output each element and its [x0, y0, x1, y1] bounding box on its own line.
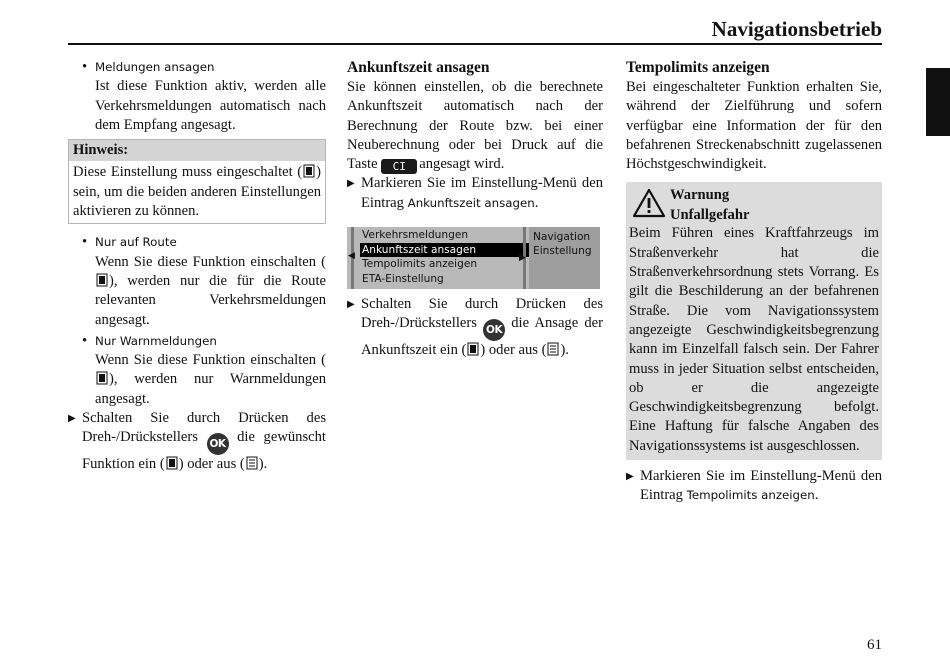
checkbox-checked-icon — [95, 273, 109, 287]
instruction-step: ▶ Markieren Sie im Einstellung-Menü den Eintrag Ankunftszeit ansagen. — [347, 175, 603, 211]
section-heading: Tempolimits anzeigen — [626, 59, 770, 76]
list-item: • Meldungen ansagen — [82, 59, 215, 75]
instruction-step: ▶ Schalten Sie durch Drücken des Dreh-/Drückstellers OK die gewünscht Funktion ein ( ) oder aus ( ). — [68, 410, 326, 473]
hint-text: Diese Einstellung muss eingeschaltet ( ) sein, um die beiden anderen Einstellungen aktivieren zu können. — [73, 164, 321, 220]
option-label: Meldungen ansagen — [95, 60, 215, 74]
arrow-right-icon: ▶ — [347, 299, 355, 311]
option-description: Wenn Sie diese Funktion einschalten ( ), werden nur Warnmeldungen angesagt. — [95, 352, 326, 407]
chapter-tab-marker — [926, 68, 950, 136]
warning-title: Warnung — [670, 187, 730, 204]
page-number: 61 — [867, 637, 882, 653]
instruction-step: ▶ Schalten Sie durch Drücken des Dreh-/Drückstellers OK die Ansage der Ankunftszeit ein ( ) oder aus ( ). — [347, 296, 603, 359]
screen-side-panel: Navigation Einstellung — [529, 227, 600, 289]
menu-item-selected: Ankunftszeit ansagen — [360, 243, 530, 258]
ci-key-icon: CI — [381, 159, 417, 174]
ok-button-icon: OK — [207, 433, 229, 455]
checkbox-unchecked-icon — [546, 342, 560, 356]
instruction-step: ▶ Markieren Sie im Einstellung-Menü den Eintrag Tempolimits anzeigen. — [626, 468, 882, 504]
chapter-title: Navigationsbetrieb — [711, 17, 882, 41]
option-description: Wenn Sie diese Funktion einschalten ( ), werden nur die für die Route relevanten Verkehrsmeldungen angesagt. — [95, 253, 326, 328]
ok-button-icon: OK — [483, 319, 505, 341]
warning-text: Beim Führen eines Kraftfahrzeugs im Straßenverkehr hat die Straßenverkehrsordnung stets Vorrang. Es gilt die Beschilderung an der befahrenen Straße. Die vom Navigationssystem angezeigte Geschwindigkeitsbegrenzung kann im Einzelfall falsch sein. Der Fahrer muss in jeder Situation selbst entscheiden, ob er die angezeigte Geschwindigkeitsbegrenzung befolgt. Eine Haftung für falsche Angaben des Navigationssystems ist ausgeschlossen. — [629, 225, 879, 454]
menu-entry-name: Tempolimits anzeigen — [686, 488, 815, 503]
arrow-right-icon: ▶ — [68, 413, 76, 425]
section-intro: Sie können einstellen, ob die berechnete Ankunftszeit automatisch nach der Berechnung der Route bzw. bei einer Neuberechnung oder bei Druck auf die Taste CI angesagt wird. — [347, 79, 603, 174]
warning-header — [629, 186, 879, 224]
column-middle — [347, 58, 603, 361]
checkbox-checked-icon — [165, 456, 179, 470]
section-intro: Bei eingeschalteter Funktion erhalten Sie, während der Zielführung und sofern verfügbar eine Information der für den befahrenen Streckenabschnitt zugelassenen Höchstgeschwindigkeit. — [626, 79, 882, 173]
section-heading: Ankunftszeit ansagen — [347, 59, 490, 76]
option-description: Ist diese Funktion aktiv, werden alle Verkehrsmeldungen automatisch nach dem Empfang angesagt. — [95, 78, 326, 133]
warning-triangle-icon — [632, 188, 666, 218]
settings-menu — [360, 228, 530, 286]
menu-entry-name: Ankunftszeit ansagen — [407, 195, 535, 210]
checkbox-checked-icon — [95, 371, 109, 385]
menu-item: Verkehrsmeldungen — [362, 229, 469, 242]
hint-title: Hinweis: — [69, 140, 325, 161]
arrow-right-icon: ▶ — [626, 471, 634, 483]
warning-subtitle: Unfallgefahr — [670, 206, 750, 223]
device-screen-image: ◀ Verkehrsmeldungen Ankunftszeit ansagen Tempolimits anzeigen ETA-Einstellung ▶ Navigation Einstellung — [347, 227, 600, 289]
checkbox-unchecked-icon — [245, 456, 259, 470]
option-label: Nur auf Route — [95, 235, 177, 250]
menu-item: ETA-Einstellung — [362, 272, 444, 285]
hint-box — [68, 139, 326, 224]
list-item: • Nur Warnmeldungen — [82, 332, 217, 349]
header-rule — [68, 43, 882, 45]
warning-box — [626, 182, 882, 460]
list-item: • Nur auf Route — [82, 234, 177, 251]
menu-item: Tempolimits anzeigen — [362, 258, 478, 271]
checkbox-checked-icon — [302, 164, 316, 178]
option-label: Nur Warnmeldungen — [95, 333, 217, 348]
arrow-right-icon: ▶ — [347, 178, 355, 190]
checkbox-checked-icon — [466, 342, 480, 356]
column-left — [68, 58, 326, 475]
column-right — [626, 58, 882, 506]
